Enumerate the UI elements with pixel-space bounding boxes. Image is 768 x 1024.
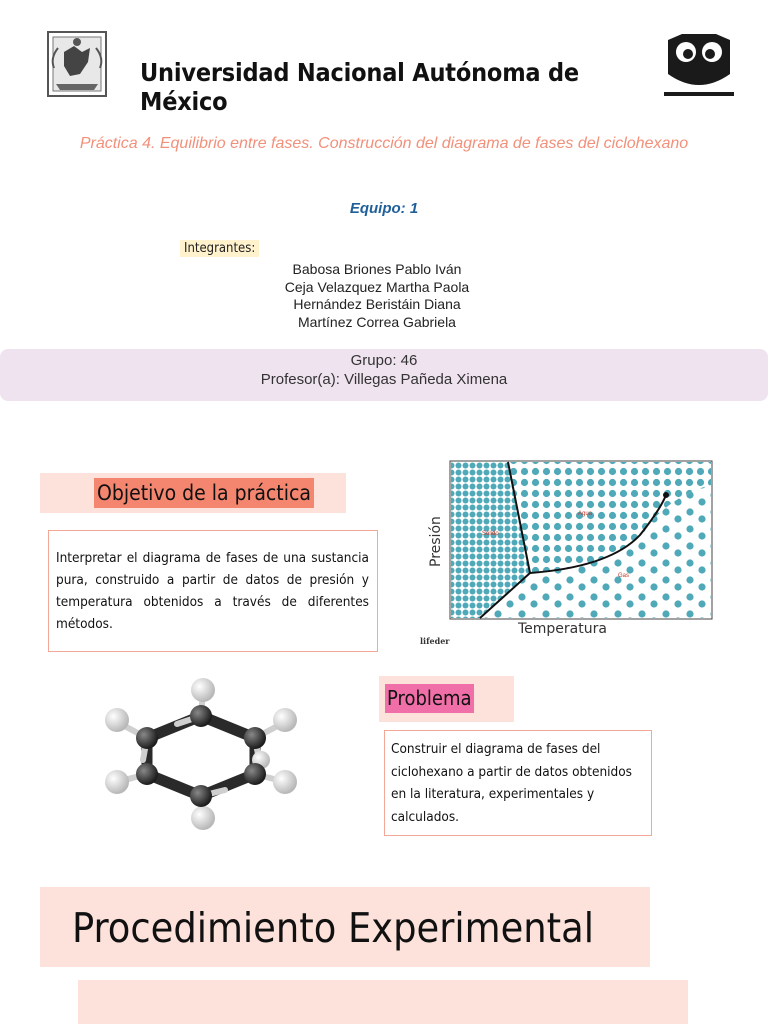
member-name: Hernández Beristáin Diana [293,296,461,312]
image-credit: lifeder [420,636,450,646]
group-number: Grupo: 46 [350,352,418,369]
professor-name: Profesor(a): Villegas Pañeda Ximena [260,371,508,388]
unam-shield-icon [44,28,110,100]
team-label: Equipo: 1 [349,200,419,217]
members-label: Integrantes: [180,240,259,257]
group-info-band [0,349,768,401]
gas-label: Gas [618,573,630,579]
problem-title: Problema [385,684,474,713]
owl-logo-icon [662,30,736,100]
liquid-label: Agua [578,511,593,517]
solid-label: Sólido [482,531,499,537]
y-axis-label: Presión [428,516,444,567]
page-title: Universidad Nacional Autónoma de México [140,58,579,116]
cyclohexane-molecule-image [95,678,307,830]
problem-text: Construir el diagrama de fases del ciclohexano a partir de datos obtenidos en la literatura, experimentales y calculados. [384,730,652,836]
members-list [218,261,536,331]
phase-diagram-image [420,455,720,651]
member-name: Babosa Briones Pablo Iván [292,261,462,277]
objective-text: Interpretar el diagrama de fases de una sustancia pura, construido a partir de datos de presión y temperatura obtenidos a través de diferentes métodos. [48,530,378,652]
procedure-content-panel [78,980,688,1024]
practice-title: Práctica 4. Equilibrio entre fases. Construcción del diagrama de fases del ciclohexano [79,135,689,152]
x-axis-label: Temperatura [518,621,607,637]
objective-title: Objetivo de la práctica [94,478,314,508]
procedure-title: Procedimiento Experimental [72,904,594,952]
member-name: Ceja Velazquez Martha Paola [284,278,470,295]
member-name: Martínez Correa Gabriela [298,313,456,330]
